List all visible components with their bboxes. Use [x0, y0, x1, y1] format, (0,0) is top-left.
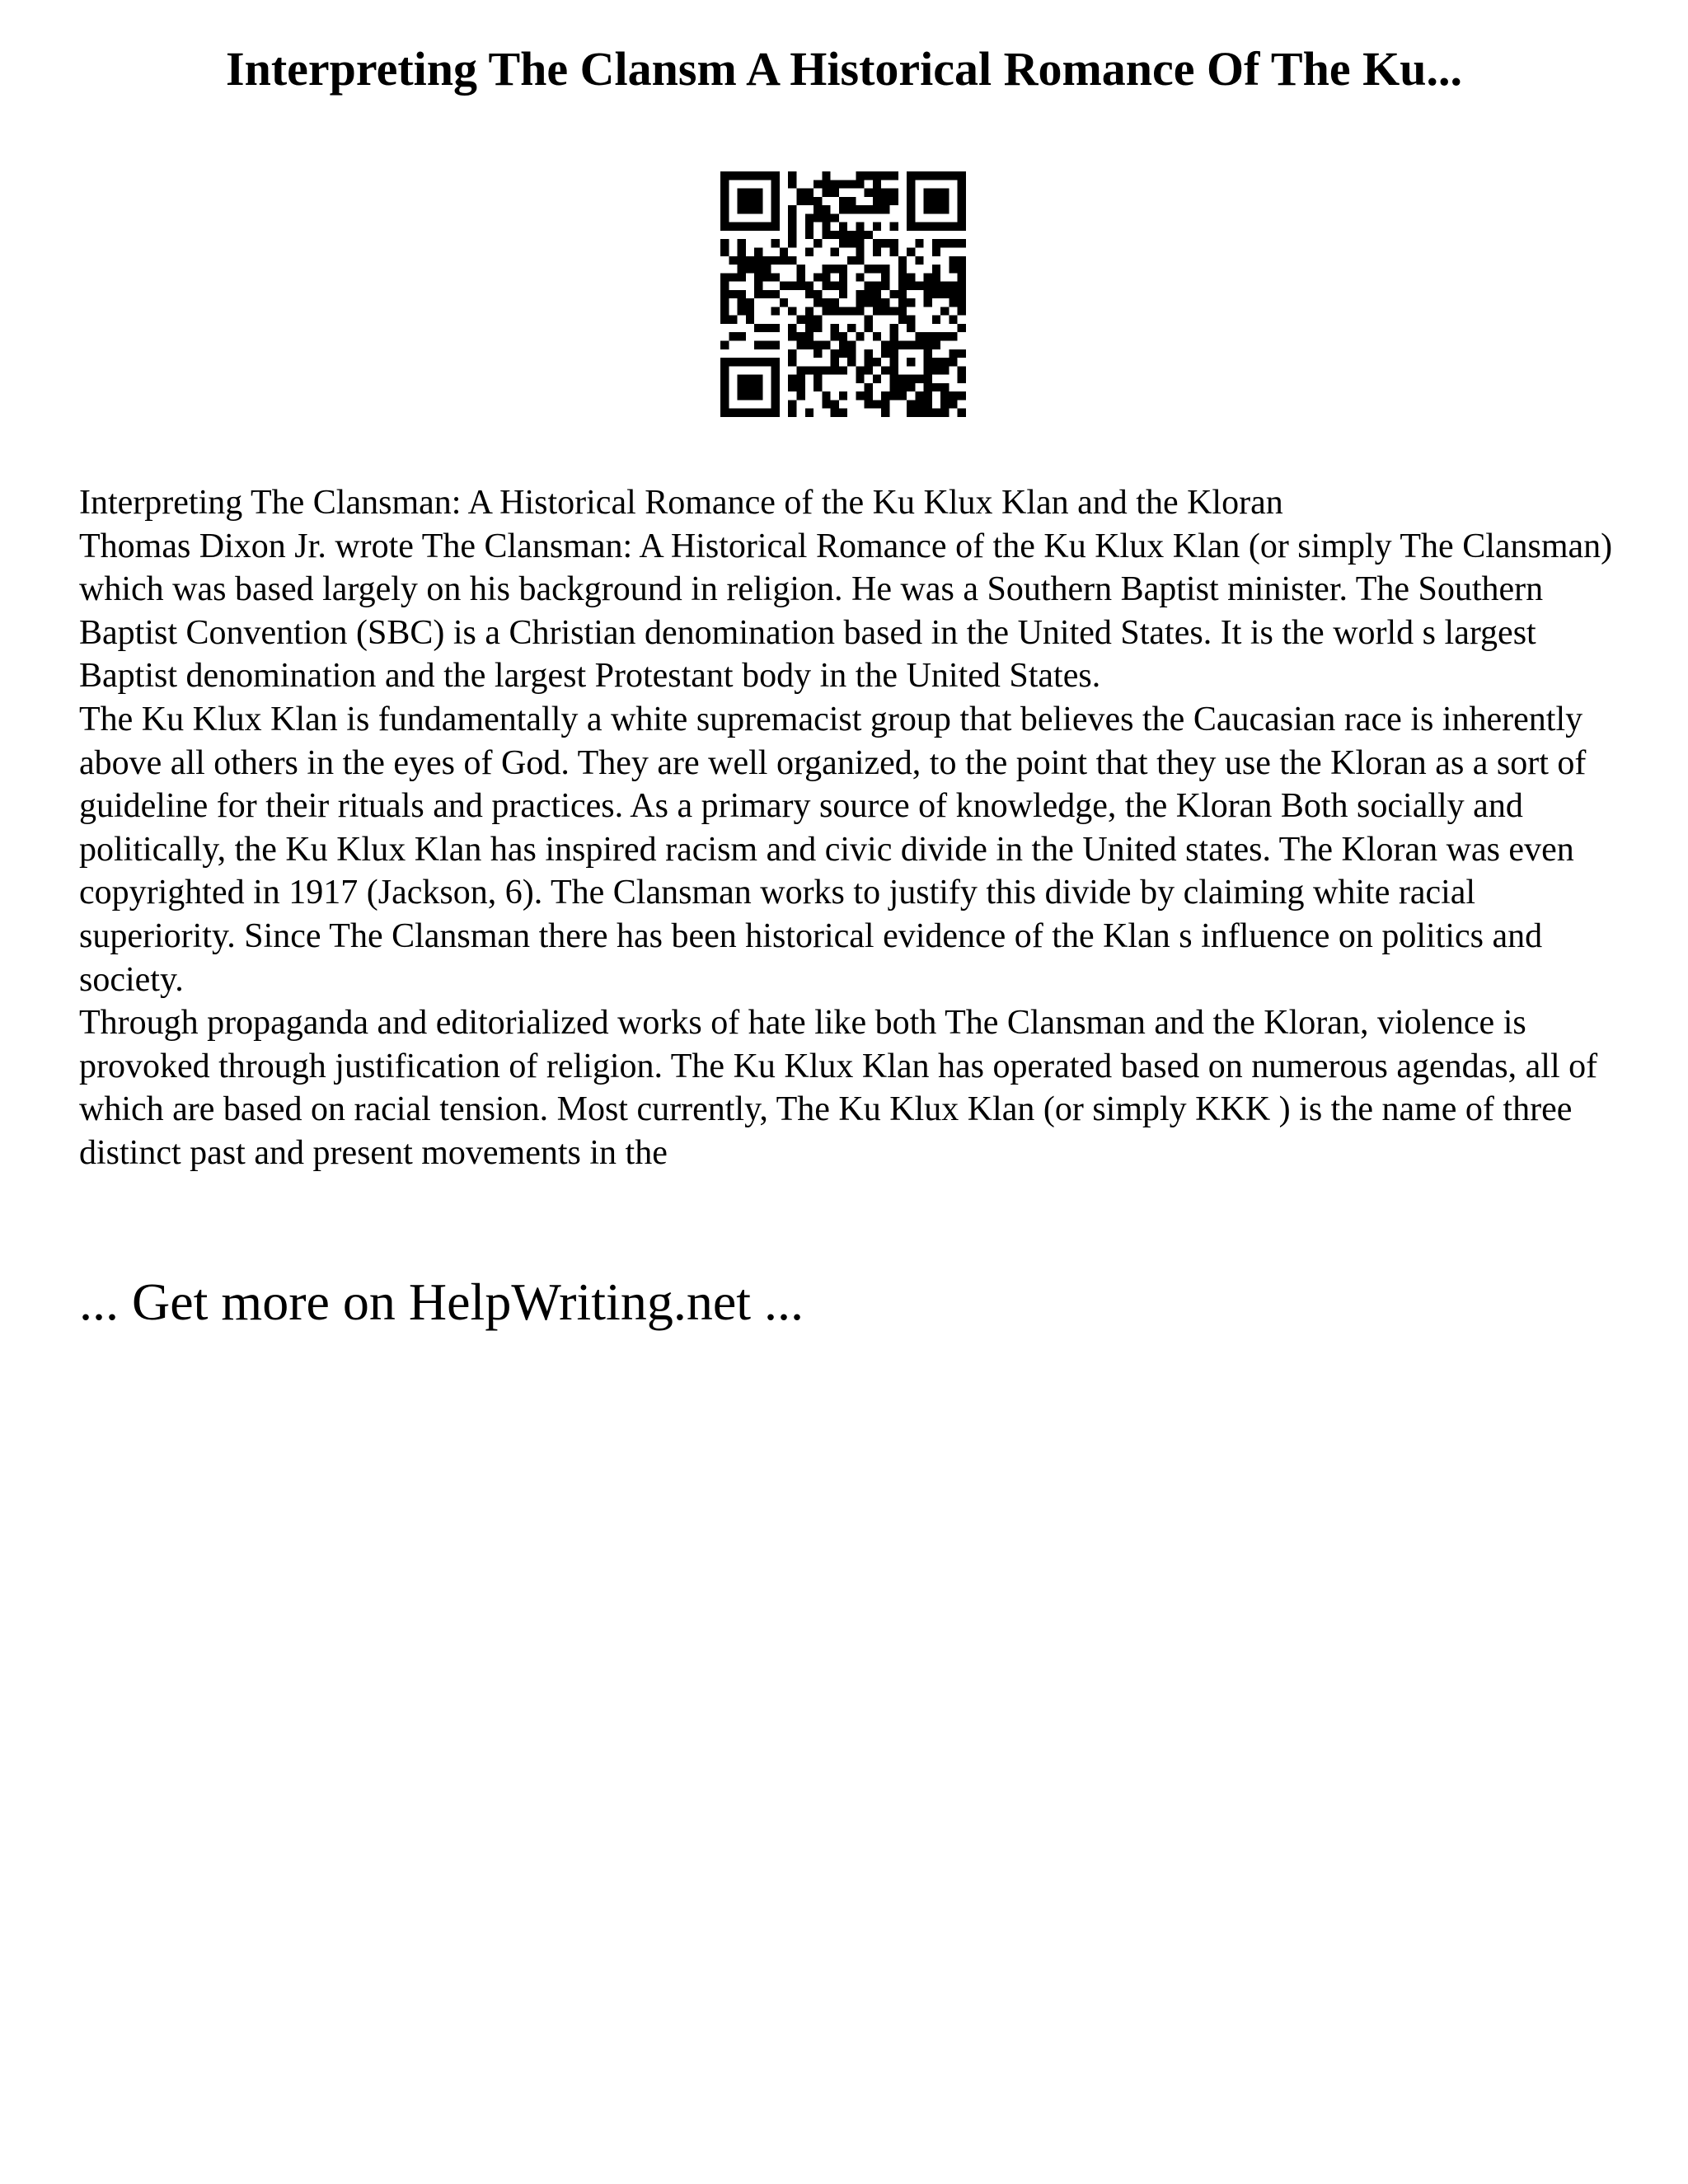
article-paragraph: Through propaganda and editorialized works of hate like both The Clansman and the Kloran, violence is provoked through justification of religion. The Ku Klux Klan has operated based on numerous agendas, all of which are based on racial tension. Most currently, The Ku Klux Klan (or simply KKK ) is the name of three distinct past and present movements in the [79, 1004, 1598, 1172]
article-paragraph: Thomas Dixon Jr. wrote The Clansman: A Historical Romance of the Ku Klux Klan (or simply The Clansman) which was based largely on his background in religion. He was a Southern Baptist minister. The Southern Baptist Convention (SBC) is a Christian denomination based in the United States. It is the world s largest Baptist denomination and the largest Protestant body in the United States. [79, 527, 1613, 696]
article-paragraph: The Ku Klux Klan is fundamentally a white supremacist group that believes the Caucasian race is inherently above all others in the eyes of God. They are well organized, to the point that they use the Kloran as a sort of guideline for their rituals and practices. As a primary source of knowledge, the Kloran Both socially and politically, the Ku Klux Klan has inspired racism and civic divide in the United states. The Kloran was even copyrighted in 1917 (Jackson, 6). The Clansman works to justify this divide by claiming white racial superiority. Since The Clansman there has been historical evidence of the Klan s influence on politics and society. [79, 700, 1587, 999]
page-title: Interpreting The Clansm A Historical Romance Of The Ku... [226, 42, 1462, 96]
article-paragraph: Interpreting The Clansman: A Historical Romance of the Ku Klux Klan and the Kloran [79, 484, 1283, 522]
get-more-link[interactable]: ... Get more on HelpWriting.net ... [79, 1272, 804, 1331]
qr-code-icon[interactable] [720, 171, 966, 417]
article-body [79, 481, 1629, 1175]
